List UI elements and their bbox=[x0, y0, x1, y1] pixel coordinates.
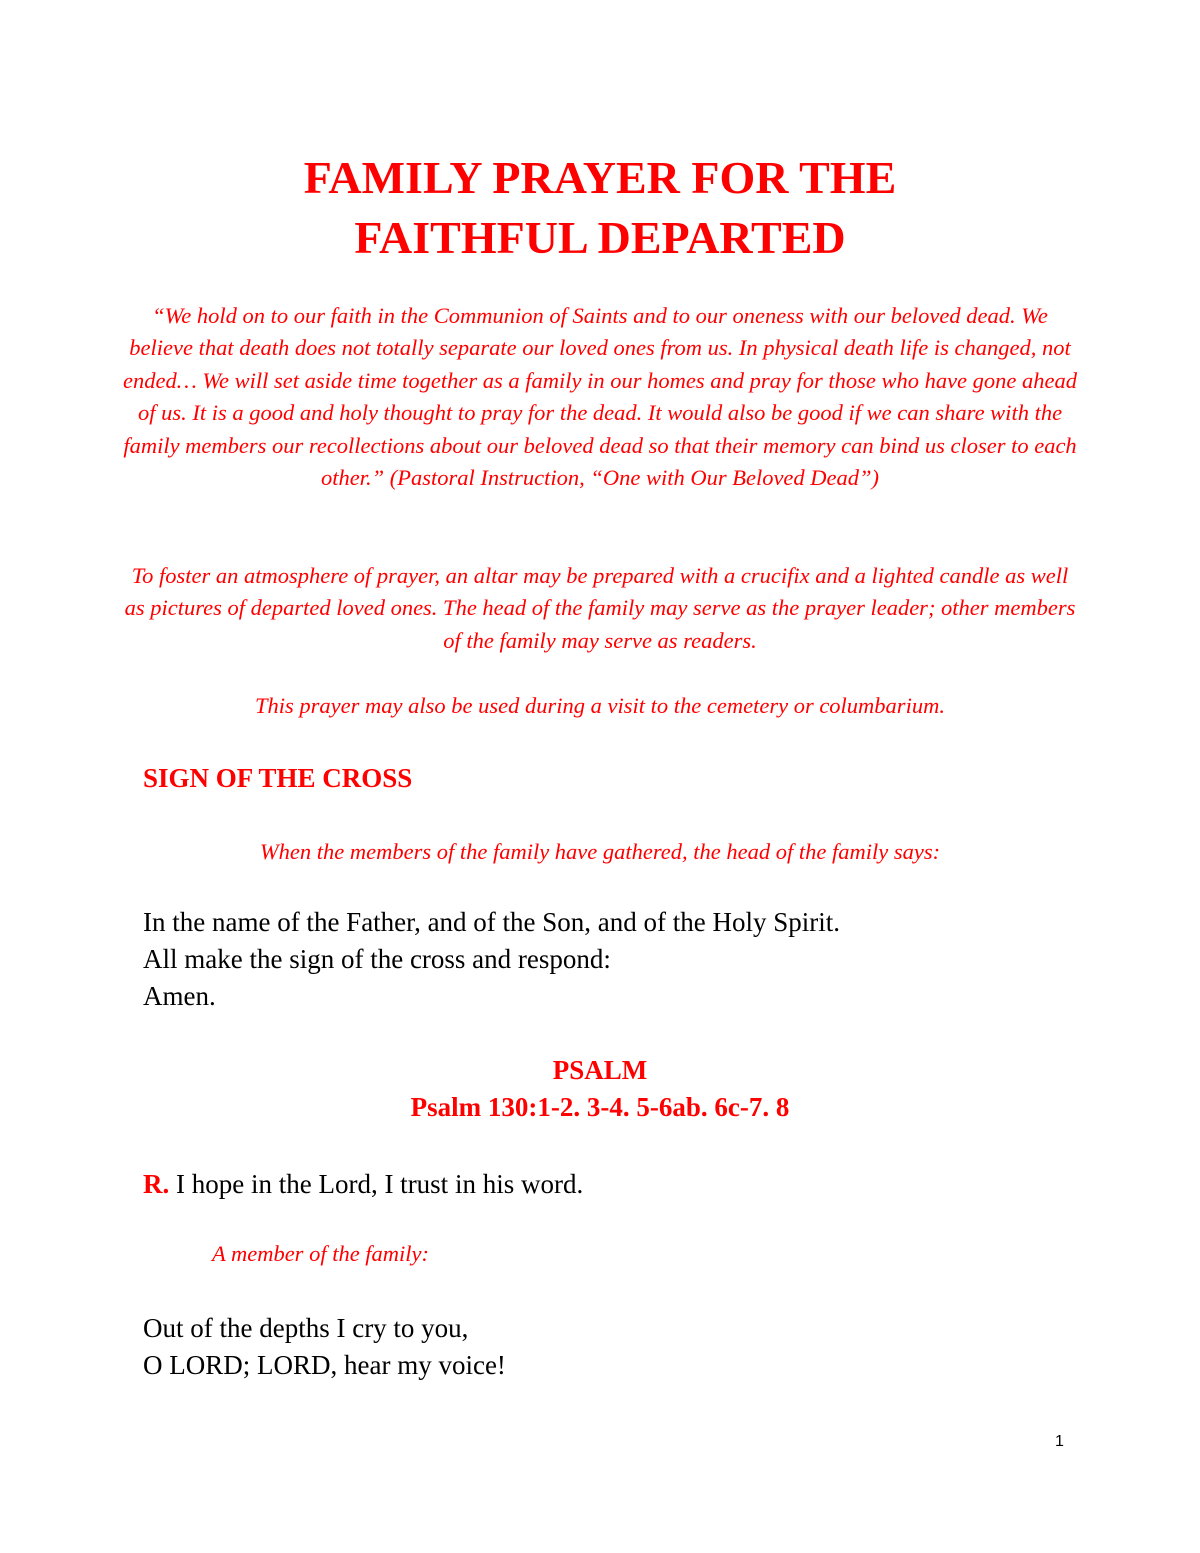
title-line-2: FAITHFUL DEPARTED bbox=[354, 212, 846, 263]
psalm-reader-rubric: A member of the family: bbox=[212, 1241, 430, 1266]
intro-altar-paragraph: To foster an atmosphere of prayer, an altar may be prepared with a crucifix and a lighted candle as well as pictures of departed loved ones. The head of the family may serve as the prayer leader; other members of the family may serve as readers. bbox=[124, 563, 1076, 653]
psalm-heading: PSALM bbox=[552, 1055, 648, 1085]
psalm-heading-block bbox=[0, 1052, 1200, 1126]
intro-quote-paragraph: “We hold on to our faith in the Communion of Saints and to our oneness with our beloved dead. We believe that death does not totally separate our loved ones from us. In physical death life is changed, not ended… We will set aside time together as a family in our homes and pray for those who have gone ahead of us. It is a good and holy thought to pray for the dead. It would also be good if we can share with the family members our recollections about our beloved dead so that their memory can bind us closer to each other.” (Pastoral Instruction, “One with Our Beloved Dead”) bbox=[122, 303, 1078, 491]
sign-of-cross-line-3: Amen. bbox=[143, 981, 216, 1011]
page-number: 1 bbox=[1055, 1433, 1064, 1450]
title-line-1: FAMILY PRAYER FOR THE bbox=[303, 152, 897, 203]
psalm-verse-line-2: O LORD; LORD, hear my voice! bbox=[143, 1350, 506, 1380]
sign-of-cross-line-1: In the name of the Father, and of the Son, and of the Holy Spirit. bbox=[143, 907, 841, 937]
psalm-verse-line-1: Out of the depths I cry to you, bbox=[143, 1313, 469, 1343]
sign-of-cross-heading: SIGN OF THE CROSS bbox=[143, 763, 413, 793]
sign-of-cross-rubric: When the members of the family have gathered, the head of the family says: bbox=[259, 839, 941, 864]
response-text: I hope in the Lord, I trust in his word. bbox=[169, 1169, 584, 1199]
sign-of-cross-lines bbox=[143, 904, 840, 1015]
psalm-reference: Psalm 130:1-2. 3-4. 5-6ab. 6c-7. 8 bbox=[410, 1092, 790, 1122]
response-marker: R. bbox=[143, 1169, 170, 1199]
intro-cemetery-paragraph: This prayer may also be used during a visit to the cemetery or columbarium. bbox=[255, 693, 945, 718]
psalm-verse bbox=[143, 1310, 506, 1384]
page-title bbox=[0, 148, 1200, 268]
psalm-response bbox=[143, 1166, 583, 1203]
sign-of-cross-line-2: All make the sign of the cross and respond: bbox=[143, 944, 611, 974]
